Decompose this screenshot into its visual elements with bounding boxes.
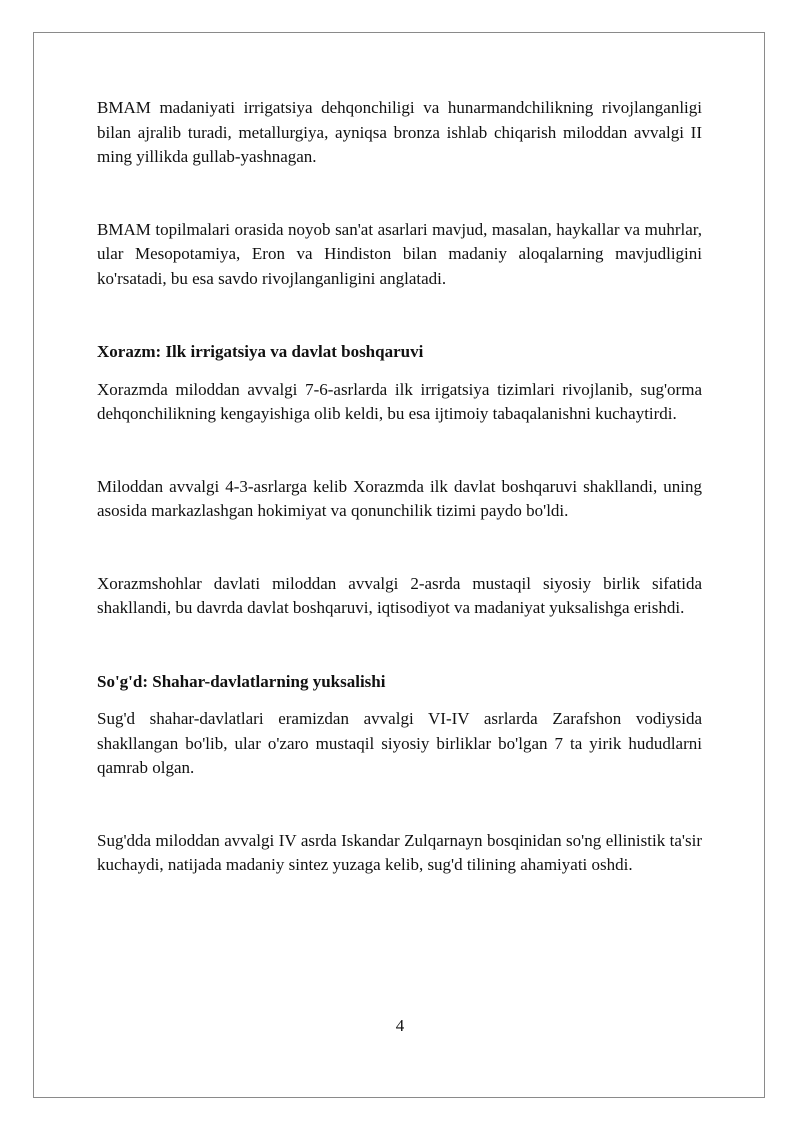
paragraph-xorazmshohlar: Xorazmshohlar davlati miloddan avvalgi 2-asrda mustaqil siyosiy birlik sifatida shakllandi, bu davrda davlat boshqaruvi, iqtisodiyot va madaniyat yuksalishga erishdi. xyxy=(97,573,702,617)
paragraph-xorazm-state: Miloddan avvalgi 4-3-asrlarga kelib Xorazmda ilk davlat boshqaruvi shakllandi, uning asosida markazlashgan hokimiyat va qonunchilik tizimi paydo bo'ldi. xyxy=(97,476,702,520)
paragraph-sugd-city-states: Sug'd shahar-davlatlari eramizdan avvalgi VI-IV asrlarda Zarafshon vodiysida shakllangan bo'lib, ular o'zaro mustaqil siyosiy birliklar bo'lgan 7 ta yirik hududlarni qamrab olgan. xyxy=(97,709,702,777)
heading-xorazm: Xorazm: Ilk irrigatsiya va davlat boshqaruvi xyxy=(97,342,424,361)
heading-sogd: So'g'd: Shahar-davlatlarning yuksalishi xyxy=(97,671,386,691)
paragraph-sugd-hellenistic: Sug'dda miloddan avvalgi IV asrda Iskandar Zulqarnayn bosqinidan so'ng ellinistik ta'sir kuchaydi, natijada madaniy sintez yuzaga kelib, sug'd tilining ahamiyati oshdi. xyxy=(97,830,702,874)
paragraph-bmam-finds: BMAM topilmalari orasida noyob san'at asarlari mavjud, masalan, haykallar va muhrlar, ular Mesopotamiya, Eron va Hindiston bilan madaniy aloqalarning mavjudligini ko'rsatadi, bu esa savdo rivojlanganligini anglatadi. xyxy=(97,219,702,288)
paragraph-xorazm-irrigation: Xorazmda miloddan avvalgi 7-6-asrlarda ilk irrigatsiya tizimlari rivojlanib, sug'orma dehqonchilikning kengayishiga olib keldi, bu esa ijtimoiy tabaqalanishni kuchaytirdi. xyxy=(97,379,702,423)
paragraph-bmam-culture: BMAM madaniyati irrigatsiya dehqonchiligi va hunarmandchilikning rivojlanganligi bilan ajralib turadi, metallurgiya, ayniqsa bronza ishlab chiqarish miloddan avvalgi II ming yillikda gullab-yashnagan. xyxy=(97,98,702,166)
document-body xyxy=(97,96,702,878)
page-number: 4 xyxy=(395,1016,405,1035)
